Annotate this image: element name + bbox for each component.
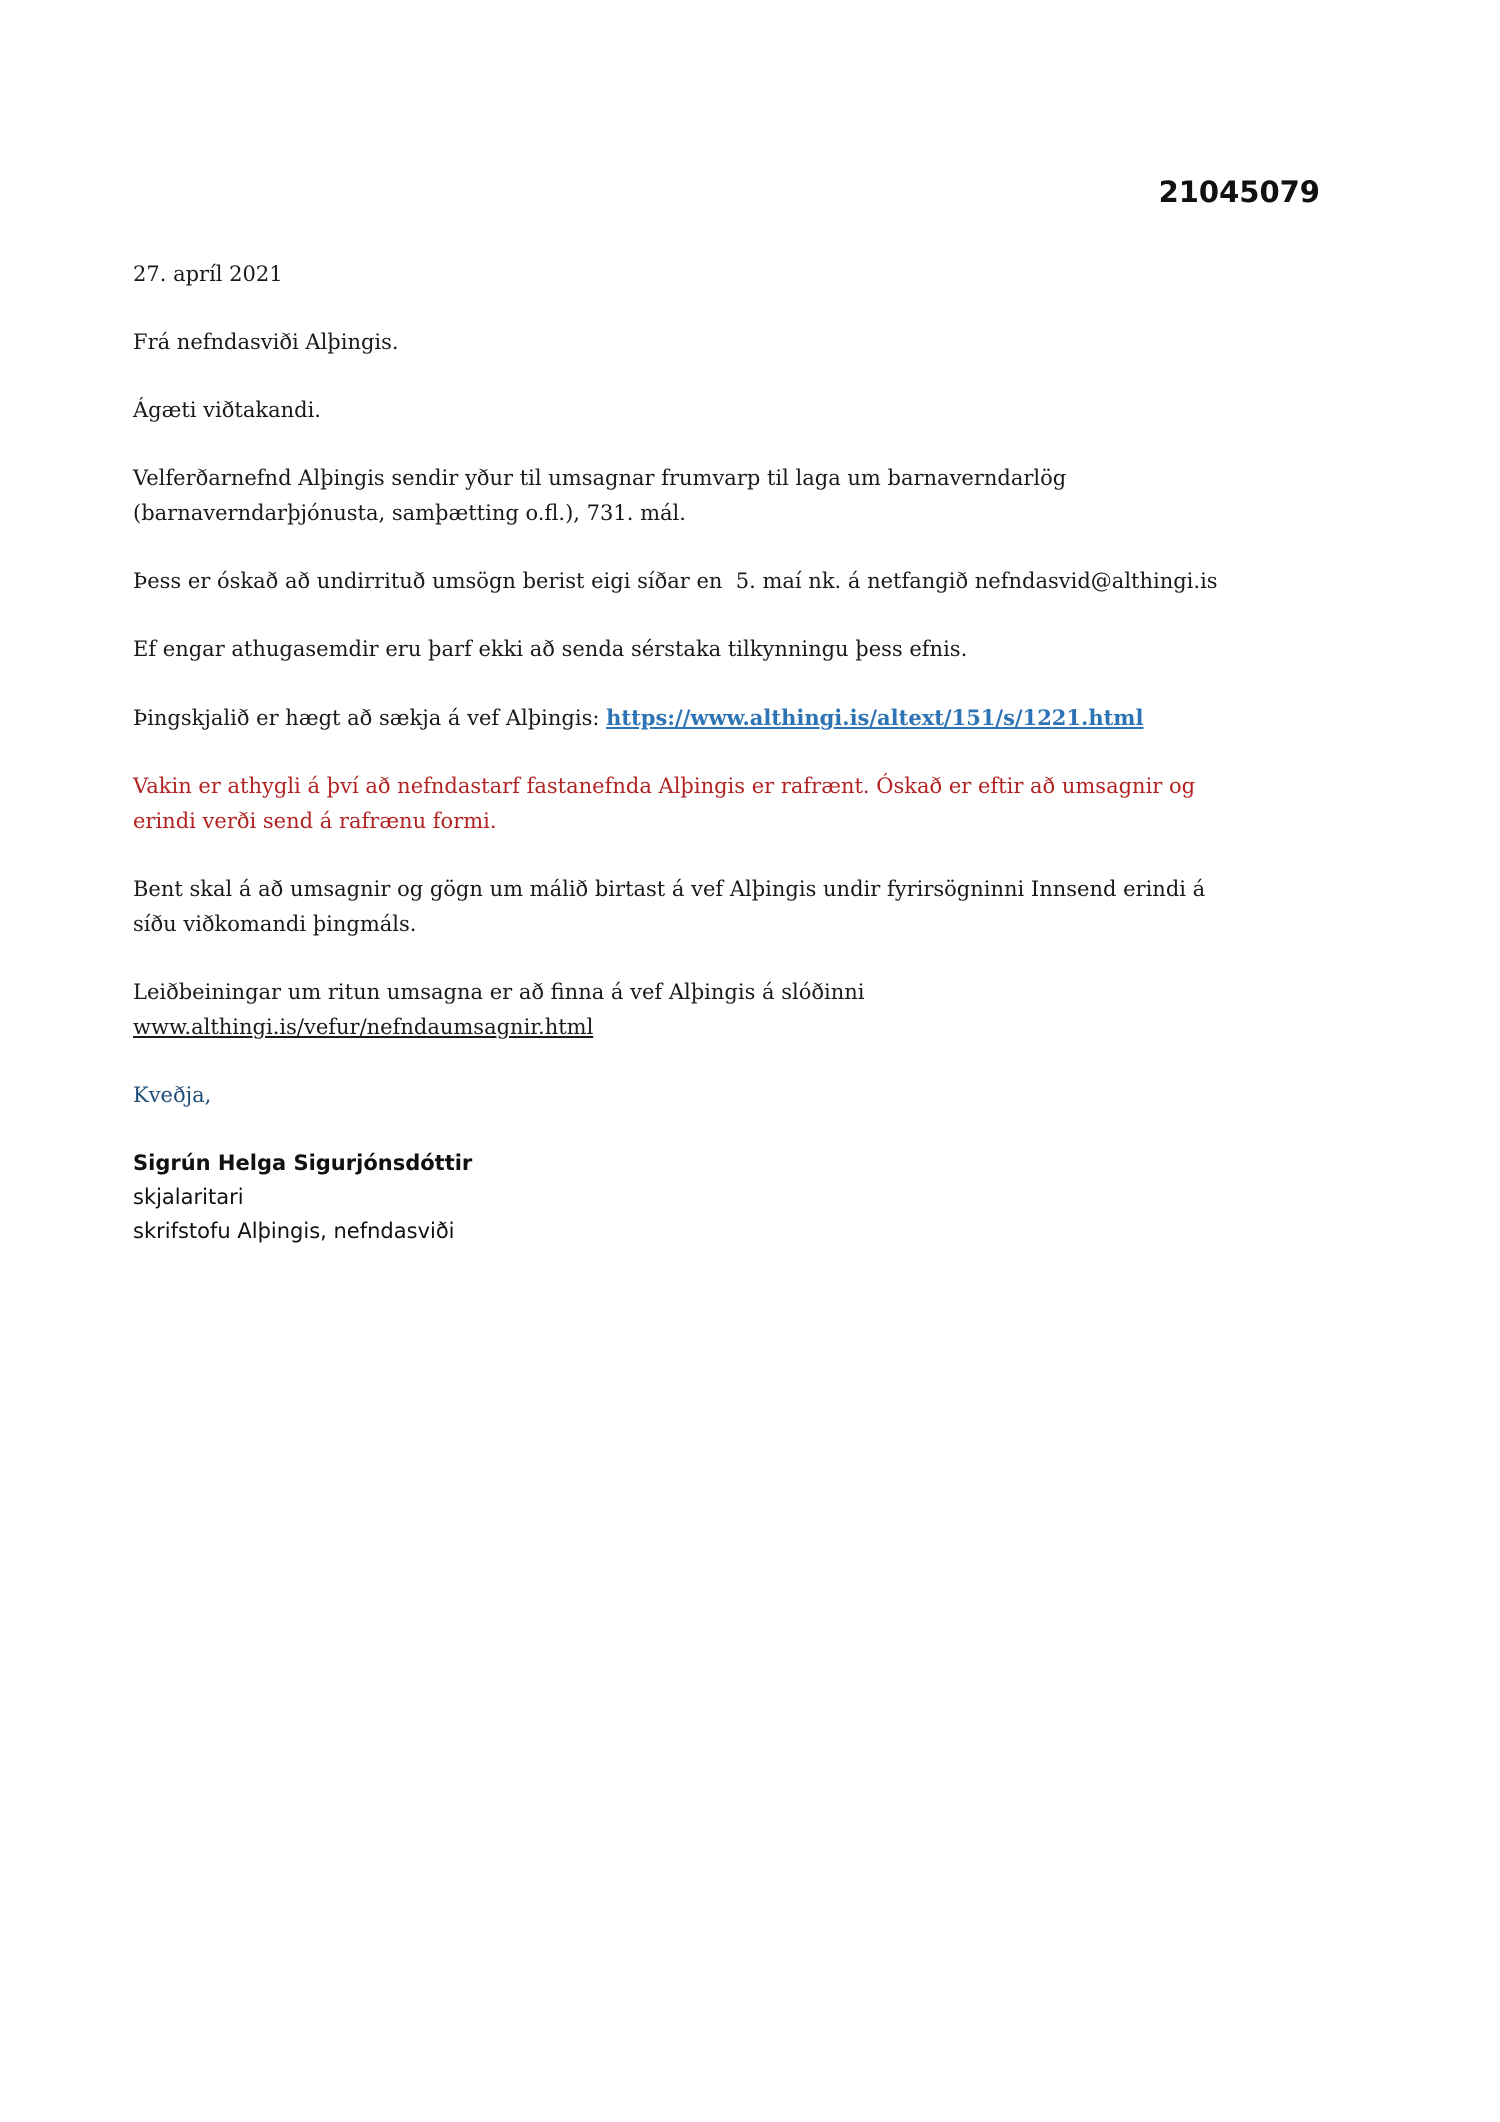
guidelines-line-1: Leiðbeiningar um ritun umsagna er að finna á vef Alþingis á slóðinni — [133, 980, 865, 1004]
guidelines-hyperlink[interactable]: www.althingi.is/vefur/nefndaumsagnir.html — [133, 1015, 594, 1039]
paragraph-deadline: Þess er óskað að undirrituð umsögn berist eigi síðar en 5. maí nk. á netfangið nefndasvid@althingi.is — [133, 569, 1218, 593]
signature-block — [133, 1146, 1367, 1248]
bill-info-line-2: (barnaverndarþjónusta, samþætting o.fl.), 731. mál. — [133, 501, 686, 525]
signature-name: Sigrún Helga Sigurjónsdóttir — [133, 1151, 473, 1175]
document-link-prefix: Þingskjalið er hægt að sækja á vef Alþingis: — [133, 706, 607, 730]
date-line: 27. apríl 2021 — [133, 262, 283, 286]
paragraph-electronic-notice — [133, 769, 1367, 839]
signature-title: skjalaritari — [133, 1185, 244, 1209]
document-number: 21045079 — [1158, 175, 1320, 209]
althingi-bill-hyperlink[interactable]: https://www.althingi.is/altext/151/s/1221.html — [606, 705, 1144, 730]
closing-line: Kveðja, — [133, 1083, 212, 1107]
paragraph-no-comments: Ef engar athugasemdir eru þarf ekki að senda sérstaka tilkynningu þess efnis. — [133, 637, 968, 661]
publication-note-line-2: síðu viðkomandi þingmáls. — [133, 912, 417, 936]
electronic-notice-line-2: erindi verði send á rafrænu formi. — [133, 809, 497, 833]
paragraph-bill-info — [133, 461, 1367, 531]
bill-info-line-1: Velferðarnefnd Alþingis sendir yður til umsagnar frumvarp til laga um barnaverndarlög — [133, 466, 1067, 490]
publication-note-line-1: Bent skal á að umsagnir og gögn um málið birtast á vef Alþingis undir fyrirsögninni Innsend erindi á — [133, 877, 1206, 901]
electronic-notice-line-1: Vakin er athygli á því að nefndastarf fastanefnda Alþingis er rafrænt. Óskað er eftir að umsagnir og — [133, 774, 1196, 798]
from-line: Frá nefndasviði Alþingis. — [133, 330, 399, 354]
paragraph-document-link — [133, 700, 1367, 736]
paragraph-guidelines — [133, 975, 1367, 1045]
signature-office: skrifstofu Alþingis, nefndasviði — [133, 1219, 455, 1243]
paragraph-publication-note — [133, 872, 1367, 942]
greeting-line: Ágæti viðtakandi. — [133, 398, 321, 422]
